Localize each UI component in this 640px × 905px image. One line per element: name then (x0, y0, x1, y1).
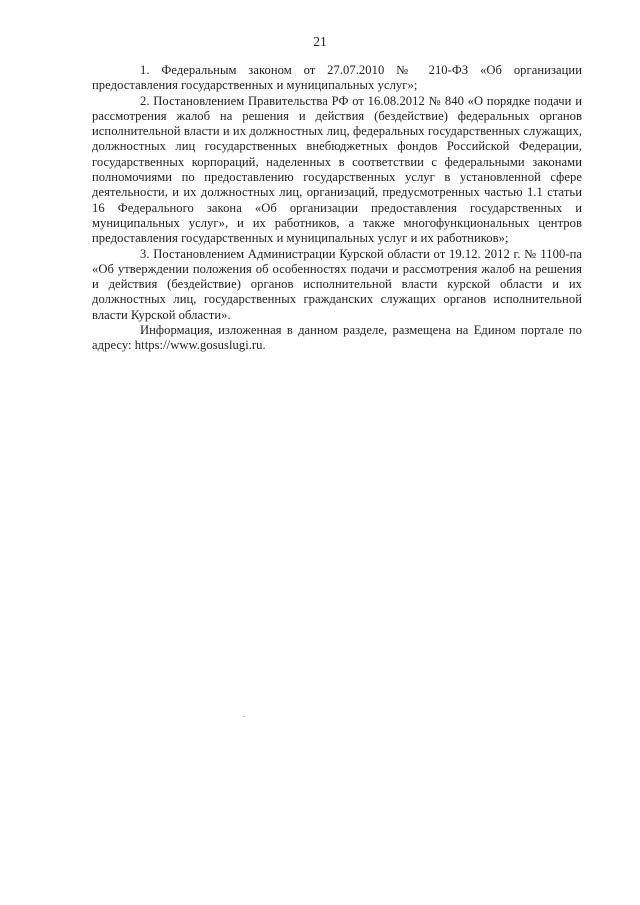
paragraph-resolution-1100: 3. Постановлением Администрации Курской области от 19.12. 2012 г. № 1100-па «Об утверждении положения об особенностях подачи и рассмотрения жалоб на решения и действия (бездействие) органов исполнительной власти курской области и их должностных лиц, государственных гражданских служащих органов исполнительной власти Курской области». (92, 246, 582, 322)
document-body (92, 63, 582, 354)
page-number: 21 (313, 34, 327, 49)
paragraph-resolution-840: 2. Постановлением Правительства РФ от 16.08.2012 № 840 «О порядке подачи и рассмотрения жалоб на решения и действия (бездействие) федеральных органов исполнительной власти и их должностных лиц, федеральных государственных служащих, должностных лиц государственных внебюджетных фондов Российской Федерации, государственных корпораций, наделенных в соответствии с федеральными законами полномочиями по предоставлению государственных услуг в установленной сфере деятельности, и их должностных лиц, организаций, предусмотренных частью 1.1 статьи 16 Федерального закона «Об организации предоставления государственных и муниципальных услуг», и их работников, а также многофункциональных центров предоставления государственных и муниципальных услуг и их работников»; (92, 93, 582, 246)
paragraph-law-210: 1. Федеральным законом от 27.07.2010 № 210-ФЗ «Об организации предоставления государственных и муниципальных услуг»; (92, 63, 582, 93)
scan-speck (243, 716, 245, 717)
paragraph-portal-info: Информация, изложенная в данном разделе, размещена на Едином портале по адресу: https://www.gosuslugi.ru. (92, 323, 582, 353)
